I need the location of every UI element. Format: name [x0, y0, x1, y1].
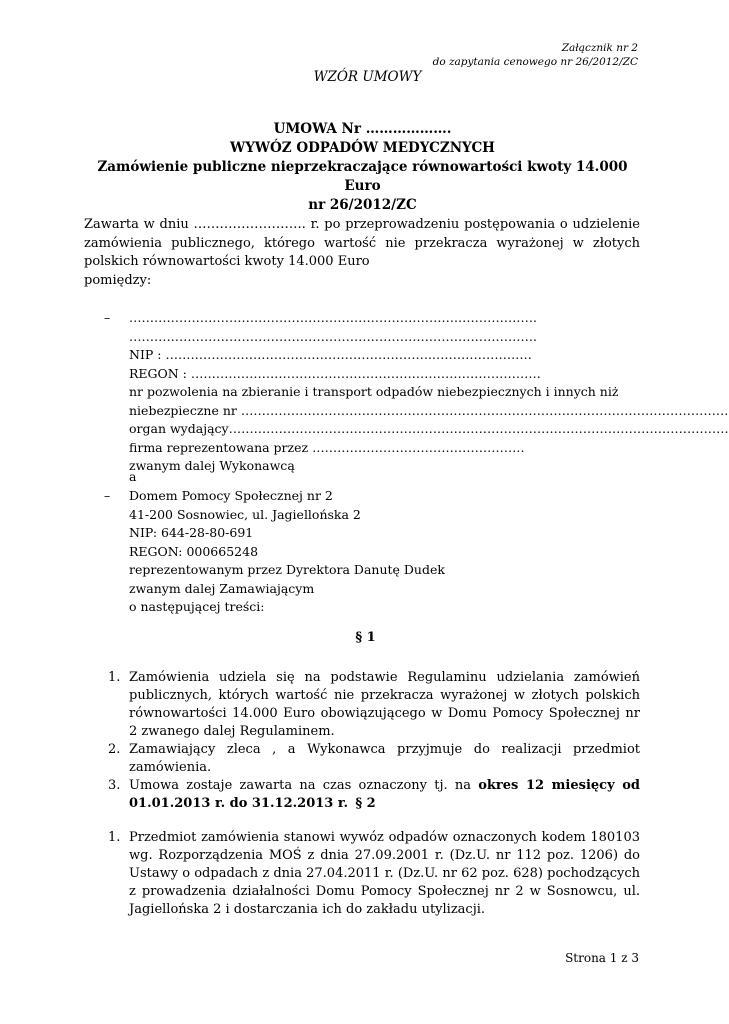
client-party	[104, 487, 644, 617]
list-dash: –	[104, 310, 111, 325]
item-number: 1.	[108, 670, 121, 685]
list-dash: –	[104, 488, 111, 503]
list-item	[108, 829, 640, 919]
item-number: 2.	[108, 742, 121, 757]
party-line: …………………………………………………………………….……………….	[129, 310, 537, 325]
intro-paragraph	[84, 216, 640, 290]
party-line: 41-200 Sosnowiec, ul. Jagiellońska 2	[129, 506, 361, 522]
section-1-list	[108, 669, 640, 813]
contract-period: okres 12 miesięcy od 01.01.2013 r. do 31.12.2013 r.	[129, 778, 641, 811]
item-number: 1.	[108, 830, 121, 845]
party-line: …………………………………………………………….……………………….	[129, 328, 537, 344]
party-line: niebezpieczne nr ………………………………………………………………………………………………………	[129, 402, 729, 418]
template-label: WZÓR UMOWY	[313, 69, 422, 85]
item-text: Umowa zostaje zawarta na czas oznaczony tj. na	[129, 778, 479, 793]
party-line: NIP : ……………………………………………………….……………………	[129, 347, 532, 362]
attachment-note	[433, 41, 638, 69]
attachment-line-1: Załącznik nr 2	[561, 42, 638, 54]
title-reference: nr 26/2012/ZC	[308, 197, 417, 213]
party-line: zwanym dalej Zamawiającym	[129, 580, 315, 596]
party-line: reprezentowanym przez Dyrektora Danutę Dudek	[129, 562, 445, 577]
party-line: NIP: 644-28-80-691	[129, 525, 254, 540]
party-line: o następującej treści:	[129, 599, 265, 614]
intro-between: pomiędzy:	[84, 272, 152, 288]
party-line: firma reprezentowana przez ……………………………………………	[129, 439, 525, 455]
list-item	[108, 669, 640, 741]
party-line: nr pozwolenia na zbieranie i transport odpadów niebezpiecznych i innych niż	[129, 384, 619, 399]
document-title	[84, 120, 641, 215]
item-number: 3.	[108, 778, 121, 793]
party-line: Domem Pomocy Społecznej nr 2	[129, 488, 333, 503]
party-line: REGON : …………………………………………………………………………	[129, 365, 541, 381]
intro-text: Zawarta w dniu …………………….. r. po przeprowadzeniu postępowania o udzielenie zamówienia publicznego, którego wartość nie przekracza wyrażonej w złotych polskich równowartości kwoty 14.000 Euro	[84, 217, 640, 269]
item-text: Zamówienia udziela się na podstawie Regulaminu udzielania zamówień publicznych, których wartość nie przekracza wyrażonej w złotych polskich równowartości 14.000 Euro obowiązującego w Domu Pomocy Społecznej nr 2 zwanego dalej Regulaminem.	[129, 670, 640, 739]
item-text: Zamawiający zleca , a Wykonawca przyjmuje do realizacji przedmiot zamówienia.	[129, 742, 640, 775]
contractor-party	[104, 309, 729, 476]
party-line: REGON: 000665248	[129, 543, 259, 559]
title-subject: WYWÓZ ODPADÓW MEDYCZNYCH	[230, 140, 495, 156]
title-contract-number: UMOWA Nr ……………….	[273, 121, 452, 137]
list-item	[108, 741, 640, 777]
page-number: Strona 1 z 3	[565, 951, 639, 965]
section-2-heading: § 2	[355, 796, 376, 811]
party-line: zwanym dalej Wykonawcą	[129, 458, 295, 473]
conjunction: a	[129, 469, 137, 484]
party-line: organ wydający…………………………………………………………………………………………………………	[129, 421, 729, 436]
attachment-line-2: do zapytania cenowego nr 26/2012/ZC	[432, 56, 638, 68]
section-2-list	[108, 829, 640, 919]
item-text: Przedmiot zamówienia stanowi wywóz odpadów oznaczonych kodem 180103 wg. Rozporządzenia MOŚ z dnia 27.09.2001 r. (Dz.U. nr 112 poz. 1206) do Ustawy o odpadach z dnia 27.04.2011 r. (Dz.U. nr 62 poz. 628) pochodzących z prowadzenia działalności Domu Pomocy Społecznej nr 2 w Sosnowcu, ul. Jagiellońska 2 i dostarczania ich do zakładu utylizacji.	[129, 830, 640, 917]
section-1-heading: § 1	[355, 630, 376, 645]
title-procurement: Zamówienie publiczne nieprzekraczające równowartości kwoty 14.000 Euro	[97, 159, 628, 194]
